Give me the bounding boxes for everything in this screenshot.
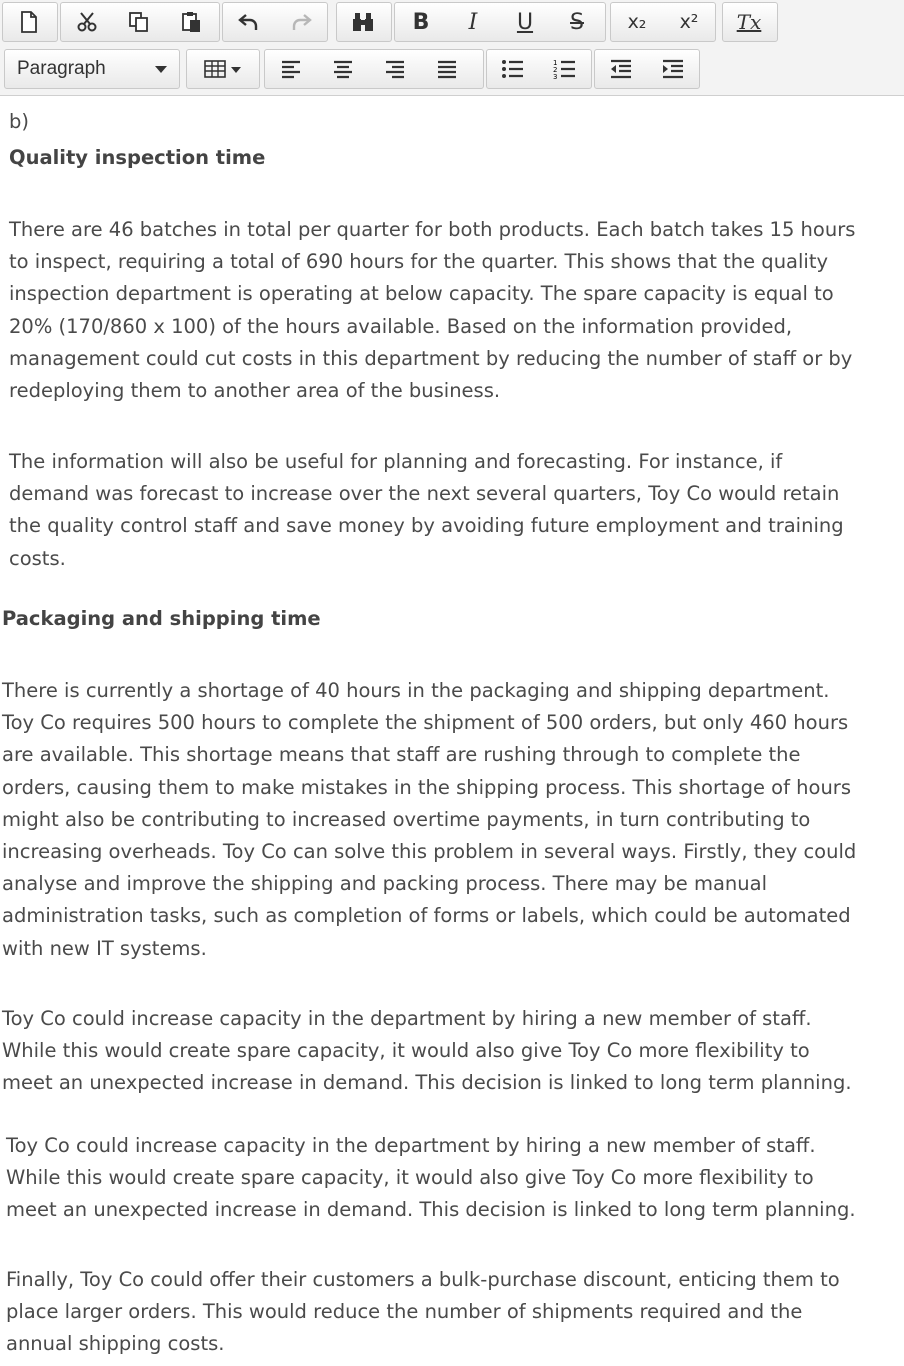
paragraph-packaging-3 — [6, 1130, 856, 1227]
paste-icon[interactable] — [165, 3, 217, 41]
text-line: analyse and improve the shipping and packing process. There may be manual — [2, 872, 767, 896]
paragraph-packaging-2 — [2, 1003, 852, 1100]
paragraph-packaging-4 — [6, 1264, 840, 1361]
text-line: There is currently a shortage of 40 hours in the packaging and shipping department. — [2, 679, 830, 702]
text-line: increasing overheads. Toy Co can solve this problem in several ways. Firstly, they could — [2, 840, 857, 864]
svg-text:3: 3 — [553, 73, 558, 80]
toolbar-group-table — [186, 49, 260, 89]
text-line: There are 46 batches in total per quarter for both products. Each batch takes 15 hours — [9, 218, 856, 241]
svg-text:1: 1 — [553, 59, 558, 67]
clear-formatting-button[interactable]: Tx — [736, 10, 762, 34]
align-left-icon[interactable] — [265, 50, 317, 88]
text-line: with new IT systems. — [2, 936, 207, 960]
toolbar-group-document — [2, 2, 58, 42]
paragraph-quality-2 — [9, 446, 844, 575]
paragraph-quality-1 — [9, 214, 855, 407]
text-line: Toy Co could increase capacity in the department by hiring a new member of staff. — [6, 1134, 816, 1157]
toolbar-group-history — [222, 2, 328, 42]
text-line: place larger orders. This would reduce the number of shipments required and the — [6, 1300, 803, 1324]
undo-icon[interactable] — [223, 3, 275, 41]
binoculars-icon[interactable] — [337, 3, 389, 41]
toolbar-group-find — [336, 2, 392, 42]
bulleted-list-icon[interactable] — [487, 50, 539, 88]
text-line: While this would create spare capacity, it would also give Toy Co more flexibility to — [2, 1039, 810, 1063]
text-line: the quality control staff and save money by avoiding future employment and training — [9, 514, 844, 538]
align-right-icon[interactable] — [369, 50, 421, 88]
indent-icon[interactable] — [647, 50, 699, 88]
toolbar-group-basicstyles — [394, 2, 606, 42]
text-line: Toy Co could increase capacity in the department by hiring a new member of staff. — [2, 1007, 812, 1030]
text-line: annual shipping costs. — [6, 1332, 225, 1356]
outdent-icon[interactable] — [595, 50, 647, 88]
text-line: Toy Co requires 500 hours to complete the shipment of 500 orders, but only 460 hours — [2, 711, 849, 735]
toolbar-group-script — [610, 2, 716, 42]
toolbar-group-align — [264, 49, 484, 89]
editor-toolbar — [0, 0, 904, 96]
text-line: are available. This shortage means that staff are rushing through to complete the — [2, 743, 801, 767]
text-line: might also be contributing to increased overtime payments, in turn contributing to — [2, 807, 811, 831]
text-line: management could cut costs in this department by reducing the number of staff or by — [9, 346, 853, 370]
align-justify-icon[interactable] — [421, 50, 473, 88]
text-line: orders, causing them to make mistakes in the shipping process. This shortage of hours — [2, 775, 851, 799]
format-select-value: Paragraph — [17, 58, 106, 79]
copy-icon[interactable] — [113, 3, 165, 41]
text-line: The information will also be useful for planning and forecasting. For instance, if — [9, 450, 783, 473]
heading-packaging-shipping: Packaging and shipping time — [2, 607, 321, 630]
toolbar-group-indent — [594, 49, 700, 89]
toolbar-group-cleanup — [722, 2, 778, 42]
subscript-button[interactable]: x₂ — [627, 11, 647, 33]
section-label: b) — [9, 110, 29, 133]
text-line: demand was forecast to increase over the next several quarters, Toy Co would retain — [9, 482, 840, 506]
table-button[interactable] — [187, 50, 259, 88]
text-line: costs. — [9, 546, 66, 570]
italic-button[interactable]: I — [468, 9, 478, 35]
heading-quality-inspection: Quality inspection time — [9, 146, 266, 169]
align-center-icon[interactable] — [317, 50, 369, 88]
text-line: While this would create spare capacity, it would also give Toy Co more flexibility to — [6, 1166, 814, 1190]
toolbar-group-lists — [486, 49, 592, 89]
superscript-button[interactable]: x² — [679, 11, 699, 33]
svg-text:2: 2 — [553, 66, 558, 74]
editor-content[interactable] — [0, 96, 904, 1366]
text-line: inspection department is operating at below capacity. The spare capacity is equal to — [9, 282, 834, 306]
format-select[interactable] — [4, 49, 180, 89]
cut-icon[interactable] — [61, 3, 113, 41]
text-line: Finally, Toy Co could offer their customers a bulk-purchase discount, enticing them to — [6, 1268, 840, 1291]
text-line: meet an unexpected increase in demand. This decision is linked to long term planning. — [2, 1071, 852, 1095]
bold-button[interactable]: B — [412, 9, 430, 35]
strikethrough-button[interactable]: S — [570, 9, 584, 35]
text-line: meet an unexpected increase in demand. This decision is linked to long term planning. — [6, 1198, 856, 1222]
toolbar-group-clipboard — [60, 2, 220, 42]
underline-button[interactable]: U — [516, 9, 534, 35]
new-document-icon[interactable] — [3, 3, 55, 41]
text-line: 20% (170/860 x 100) of the hours available. Based on the information provided, — [9, 314, 793, 338]
text-line: administration tasks, such as completion of forms or labels, which could be automated — [2, 904, 851, 928]
redo-icon[interactable] — [275, 3, 327, 41]
paragraph-packaging-1 — [2, 675, 856, 965]
chevron-down-icon — [155, 66, 167, 73]
text-line: to inspect, requiring a total of 690 hours for the quarter. This shows that the quality — [9, 250, 829, 274]
numbered-list-icon[interactable] — [539, 50, 591, 88]
text-line: redeploying them to another area of the business. — [9, 379, 501, 403]
